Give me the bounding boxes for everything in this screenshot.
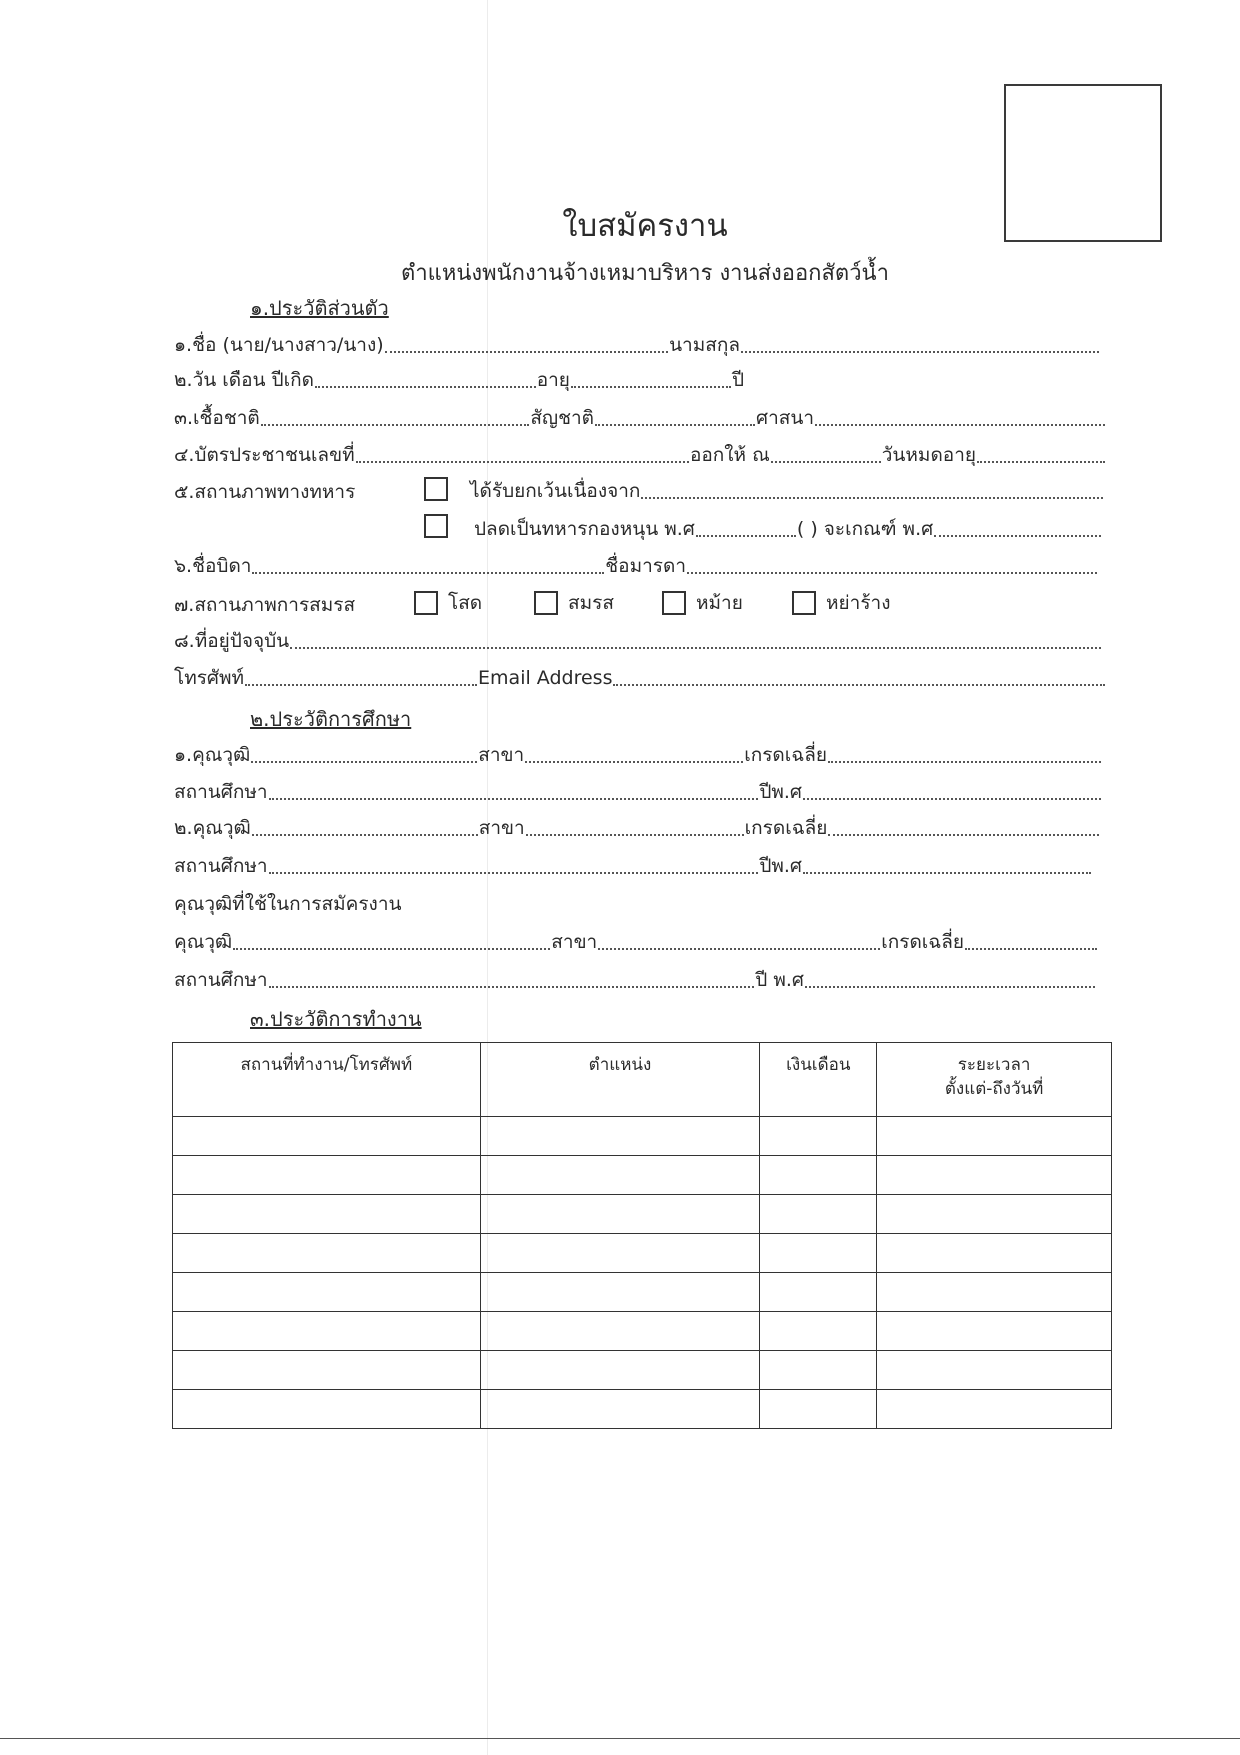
degree2-row [174, 815, 1100, 841]
institution2-year-label: ปีพ.ศ [759, 855, 802, 877]
id-row [174, 442, 1106, 468]
military-exempt-checkbox[interactable] [424, 477, 448, 501]
table-cell[interactable] [877, 1195, 1112, 1234]
table-cell[interactable] [480, 1312, 760, 1351]
degree1-gpa-label: เกรดเฉลี่ย [744, 744, 827, 766]
applied-degree-row [174, 929, 1098, 955]
marital-option-single[interactable] [414, 588, 482, 618]
page-title: ใบสมัครงาน [562, 208, 728, 244]
military-label: ๕.สถานภาพทางทหาร [174, 481, 356, 503]
table-row [173, 1195, 1112, 1234]
applied-qualification-heading: คุณวุฒิที่ใช้ในการสมัครงาน [174, 893, 402, 915]
section-personal-heading: ๑.ประวัติส่วนตัว [250, 296, 389, 320]
contact-row [174, 665, 1106, 691]
table-cell[interactable] [480, 1234, 760, 1273]
table-row [173, 1273, 1112, 1312]
table-row [173, 1234, 1112, 1273]
table-cell[interactable] [877, 1117, 1112, 1156]
email-label: Email Address [478, 667, 613, 689]
table-cell[interactable] [173, 1195, 481, 1234]
age-label: อายุ [536, 369, 570, 391]
institution1-label: สถานศึกษา [174, 781, 268, 803]
table-cell[interactable] [760, 1351, 877, 1390]
table-row [173, 1390, 1112, 1429]
work-history-table [172, 1042, 1112, 1429]
applied-degree-field[interactable] [233, 948, 550, 950]
degree1-major-field[interactable] [525, 761, 743, 763]
address-field[interactable] [290, 647, 1101, 649]
table-cell[interactable] [760, 1117, 877, 1156]
marital-widowed-checkbox[interactable] [662, 591, 686, 615]
institution1-year-field[interactable] [803, 798, 1101, 800]
applied-year-field[interactable] [805, 986, 1095, 988]
birth-row [174, 367, 744, 393]
table-cell[interactable] [760, 1156, 877, 1195]
applied-institution-field[interactable] [269, 986, 755, 988]
table-cell[interactable] [877, 1312, 1112, 1351]
table-cell[interactable] [877, 1156, 1112, 1195]
table-cell[interactable] [173, 1234, 481, 1273]
col-period-line2: ตั้งแต่-ถึงวันที่ [944, 1079, 1044, 1099]
degree2-major-label: สาขา [478, 817, 525, 839]
marital-option-divorced[interactable] [792, 588, 890, 618]
table-row [173, 1312, 1112, 1351]
institution2-label: สถานศึกษา [174, 855, 268, 877]
table-cell[interactable] [173, 1351, 481, 1390]
degree2-major-field[interactable] [526, 834, 744, 836]
table-cell[interactable] [480, 1195, 760, 1234]
table-header-row [173, 1043, 1112, 1117]
military-exempt-row [470, 478, 1104, 504]
table-cell[interactable] [877, 1351, 1112, 1390]
institution1-year-label: ปีพ.ศ [759, 781, 802, 803]
age-field[interactable] [571, 386, 731, 388]
marital-single-checkbox[interactable] [414, 591, 438, 615]
name-row [174, 332, 1100, 358]
degree1-gpa-field[interactable] [828, 761, 1101, 763]
parents-row [174, 553, 1098, 579]
marital-married-label: สมรส [568, 592, 614, 614]
marital-married-checkbox[interactable] [534, 591, 558, 615]
years-label: ปี [731, 369, 744, 391]
name-field[interactable] [385, 351, 668, 353]
issued-label: ออกให้ ณ [689, 444, 770, 466]
military-draft-label: ( ) จะเกณฑ์ พ.ศ [796, 518, 934, 540]
marital-divorced-checkbox[interactable] [792, 591, 816, 615]
applied-degree-label: คุณวุฒิ [174, 931, 233, 953]
applied-gpa-field[interactable] [965, 948, 1097, 950]
id-field[interactable] [356, 461, 689, 463]
table-cell[interactable] [760, 1195, 877, 1234]
military-exempt-field[interactable] [641, 497, 1103, 499]
expiry-field[interactable] [977, 461, 1105, 463]
degree1-label: ๑.คุณวุฒิ [174, 744, 251, 766]
military-reserve-year-field[interactable] [696, 535, 796, 537]
page-subtitle: ตำแหน่งพนักงานจ้างเหมาบริหาร งานส่งออกสัตว์น้ำ [401, 261, 889, 286]
father-field[interactable] [252, 572, 604, 574]
applied-gpa-label: เกรดเฉลี่ย [881, 931, 964, 953]
institution1-field[interactable] [269, 798, 759, 800]
table-cell[interactable] [760, 1390, 877, 1429]
ethnicity-row [174, 405, 1106, 431]
degree2-gpa-field[interactable] [828, 834, 1099, 836]
military-reserve-label: ปลดเป็นทหารกองหนุน พ.ศ [474, 518, 695, 540]
address-label: ๘.ที่อยู่ปัจจุบัน [174, 630, 290, 652]
applied-year-label: ปี พ.ศ [755, 969, 804, 991]
table-cell[interactable] [760, 1273, 877, 1312]
marital-widowed-label: หม้าย [696, 592, 743, 614]
table-row [173, 1351, 1112, 1390]
address-row [174, 628, 1102, 654]
issued-field[interactable] [771, 461, 881, 463]
table-cell[interactable] [877, 1390, 1112, 1429]
table-cell[interactable] [173, 1390, 481, 1429]
table-cell[interactable] [173, 1312, 481, 1351]
ethnicity-field[interactable] [261, 424, 530, 426]
scan-bottom-edge [0, 1738, 1240, 1739]
degree2-gpa-label: เกรดเฉลี่ย [744, 817, 828, 839]
col-period-header [877, 1043, 1112, 1117]
name-label: ๑.ชื่อ (นาย/นางสาว/นาง) [174, 334, 384, 356]
surname-label: นามสกุล [669, 334, 740, 356]
mother-label: ชื่อมารดา [605, 555, 686, 577]
religion-label: ศาสนา [756, 407, 814, 429]
degree1-field[interactable] [251, 761, 477, 763]
marital-single-label: โสด [448, 592, 483, 614]
marital-label: ๗.สถานภาพการสมรส [174, 594, 356, 616]
table-cell[interactable] [760, 1312, 877, 1351]
col-period-line1: ระยะเวลา [957, 1055, 1031, 1075]
military-draft-year-field[interactable] [934, 535, 1101, 537]
col-position-header: ตำแหน่ง [480, 1043, 760, 1117]
nationality-field[interactable] [595, 424, 755, 426]
table-row [173, 1117, 1112, 1156]
surname-field[interactable] [741, 351, 1099, 353]
marital-option-married[interactable] [534, 588, 614, 618]
table-cell[interactable] [877, 1234, 1112, 1273]
nationality-label: สัญชาติ [530, 407, 595, 429]
table-cell[interactable] [877, 1273, 1112, 1312]
institution1-row [174, 779, 1102, 805]
degree1-major-label: สาขา [478, 744, 525, 766]
applied-major-label: สาขา [551, 931, 598, 953]
marital-option-widowed[interactable] [662, 588, 743, 618]
military-reserve-checkbox[interactable] [424, 514, 448, 538]
col-workplace-header: สถานที่ทำงาน/โทรศัพท์ [173, 1043, 481, 1117]
religion-field[interactable] [815, 424, 1105, 426]
phone-field[interactable] [245, 684, 477, 686]
degree2-field[interactable] [252, 834, 478, 836]
section-education-heading: ๒.ประวัติการศึกษา [250, 707, 412, 731]
table-row [173, 1156, 1112, 1195]
military-reserve-row [474, 516, 1102, 542]
military-exempt-label: ได้รับยกเว้นเนื่องจาก [470, 480, 641, 502]
phone-label: โทรศัพท์ [174, 667, 245, 689]
table-cell[interactable] [480, 1390, 760, 1429]
marital-divorced-label: หย่าร้าง [826, 592, 891, 614]
table-cell[interactable] [480, 1156, 760, 1195]
institution2-field[interactable] [269, 872, 759, 874]
table-cell[interactable] [173, 1117, 481, 1156]
table-cell[interactable] [173, 1156, 481, 1195]
id-label: ๔.บัตรประชาชนเลขที่ [174, 444, 355, 466]
table-cell[interactable] [480, 1117, 760, 1156]
ethnicity-label: ๓.เชื้อชาติ [174, 407, 260, 429]
col-salary-header: เงินเดือน [760, 1043, 877, 1117]
birth-label: ๒.วัน เดือน ปีเกิด [174, 369, 314, 391]
applied-institution-label: สถานศึกษา [174, 969, 268, 991]
table-cell[interactable] [480, 1273, 760, 1312]
table-cell[interactable] [760, 1234, 877, 1273]
birth-field[interactable] [315, 386, 536, 388]
section-work-heading: ๓.ประวัติการทำงาน [250, 1007, 422, 1031]
expiry-label: วันหมดอายุ [881, 444, 976, 466]
table-cell[interactable] [480, 1351, 760, 1390]
institution2-row [174, 853, 1092, 879]
table-cell[interactable] [173, 1273, 481, 1312]
email-field[interactable] [613, 684, 1105, 686]
father-label: ๖.ชื่อบิดา [174, 555, 252, 577]
degree2-label: ๒.คุณวุฒิ [174, 817, 251, 839]
degree1-row [174, 742, 1102, 768]
mother-field[interactable] [687, 572, 1097, 574]
applied-institution-row [174, 967, 1096, 993]
applied-major-field[interactable] [598, 948, 880, 950]
institution2-year-field[interactable] [803, 872, 1091, 874]
